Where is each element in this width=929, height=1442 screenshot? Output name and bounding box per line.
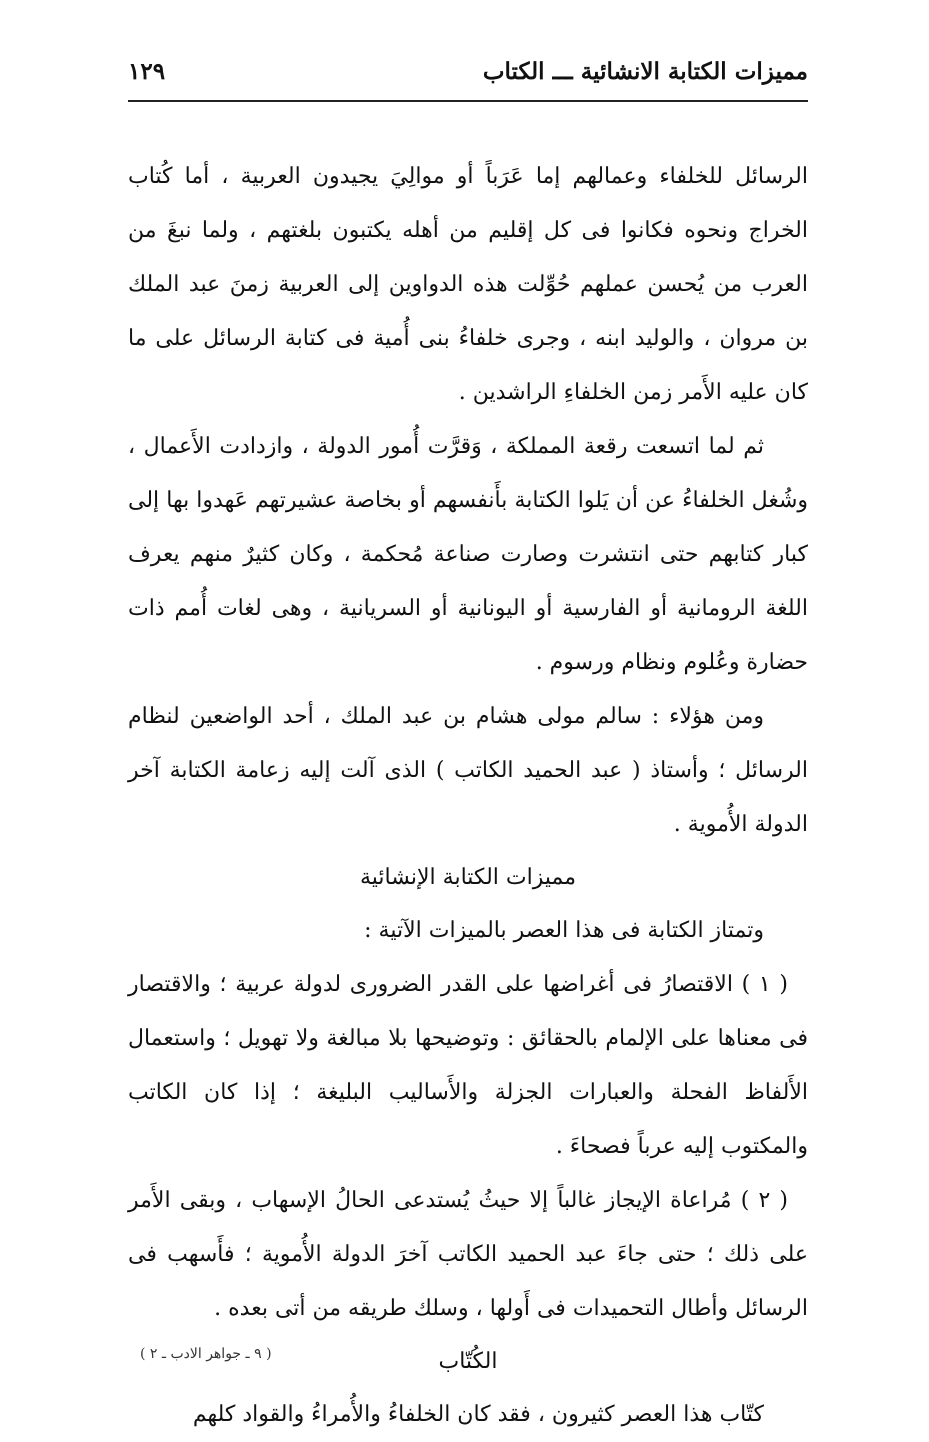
paragraph: ثم لما اتسعت رقعة المملكة ، وَقرَّت أُمور الدولة ، وازدادت الأَعمال ، وشُغل الخلفاءُ عن أن يَلوا الكتابة بأَنفسهم أو بخاصة عشيرتهم عَهدوا بها إلى كبار كتابهم حتى انتشرت وصارت صناعة مُحكمة ، وكان كثيرٌ منهم يعرف اللغة الرومانية أو الفارسية أو اليونانية أو السريانية ، وهى لغات أُمم ذات حضارة وعُلوم ونظام ورسوم . [128, 434, 808, 675]
section-heading: مميزات الكتابة الإنشائية [360, 865, 576, 890]
page-header [128, 58, 808, 94]
page-number: ١٢٩ [128, 58, 166, 85]
header-rule [128, 100, 808, 102]
paragraph: كتّاب هذا العصر كثيرون ، فقد كان الخلفاءُ والأُمراءُ والقواد كلهم [192, 1402, 764, 1427]
body-text [128, 150, 808, 1442]
list-item: ( ٢ ) مُراعاة الإيجاز غالباً إلا حيثُ يُستدعى الحالُ الإسهاب ، وبقى الأَمر على ذلك ؛ حتى جاءَ عبد الحميد الكاتب آخرَ الدولة الأُموية ؛ فأَسهب فى الرسائل وأطال التحميدات فى أَولها ، وسلك طريقه من أتى بعده . [128, 1188, 808, 1321]
section-intro: وتمتاز الكتابة فى هذا العصر بالميزات الآتية : [364, 918, 764, 943]
paragraph: ومن هؤلاء : سالم مولى هشام بن عبد الملك ، أحد الواضعين لنظام الرسائل ؛ وأستاذ ( عبد الحميد الكاتب ) الذى آلت إليه زعامة الكتابة آخر الدولة الأُموية . [128, 704, 808, 837]
paragraph: الرسائل للخلفاء وعمالهم إما عَرَباً أو موالِيَ يجيدون العربية ، أما كُتاب الخراج ونحوه فكانوا فى كل إقليم من أهله يكتبون بلغتهم ، ولما نبغَ من العرب من يُحسن عملهم حُوِّلت هذه الدواوين إلى العربية زمنَ عبد الملك بن مروان ، والوليد ابنه ، وجرى خلفاءُ بنى أُمية فى كتابة الرسائل على ما كان عليه الأَمر زمن الخلفاءِ الراشدين . [128, 164, 808, 405]
footer-signature: ( ٩ ـ جواهر الادب ـ ٢ ) [140, 1346, 272, 1362]
list-item: ( ١ ) الاقتصارُ فى أغراضها على القدر الضرورى لدولة عربية ؛ والاقتصار فى معناها على الإلمام بالحقائق : وتوضيحها بلا مبالغة ولا تهويل ؛ واستعمال الأَلفاظ الفحلة والعبارات الجزلة والأَساليب البليغة ؛ إذا كان الكاتب والمكتوب إليه عرباً فصحاءَ . [128, 972, 808, 1159]
section-heading: الكُتّاب [438, 1349, 498, 1374]
running-title: مميزات الكتابة الانشائية ـــ الكتاب [482, 58, 808, 85]
